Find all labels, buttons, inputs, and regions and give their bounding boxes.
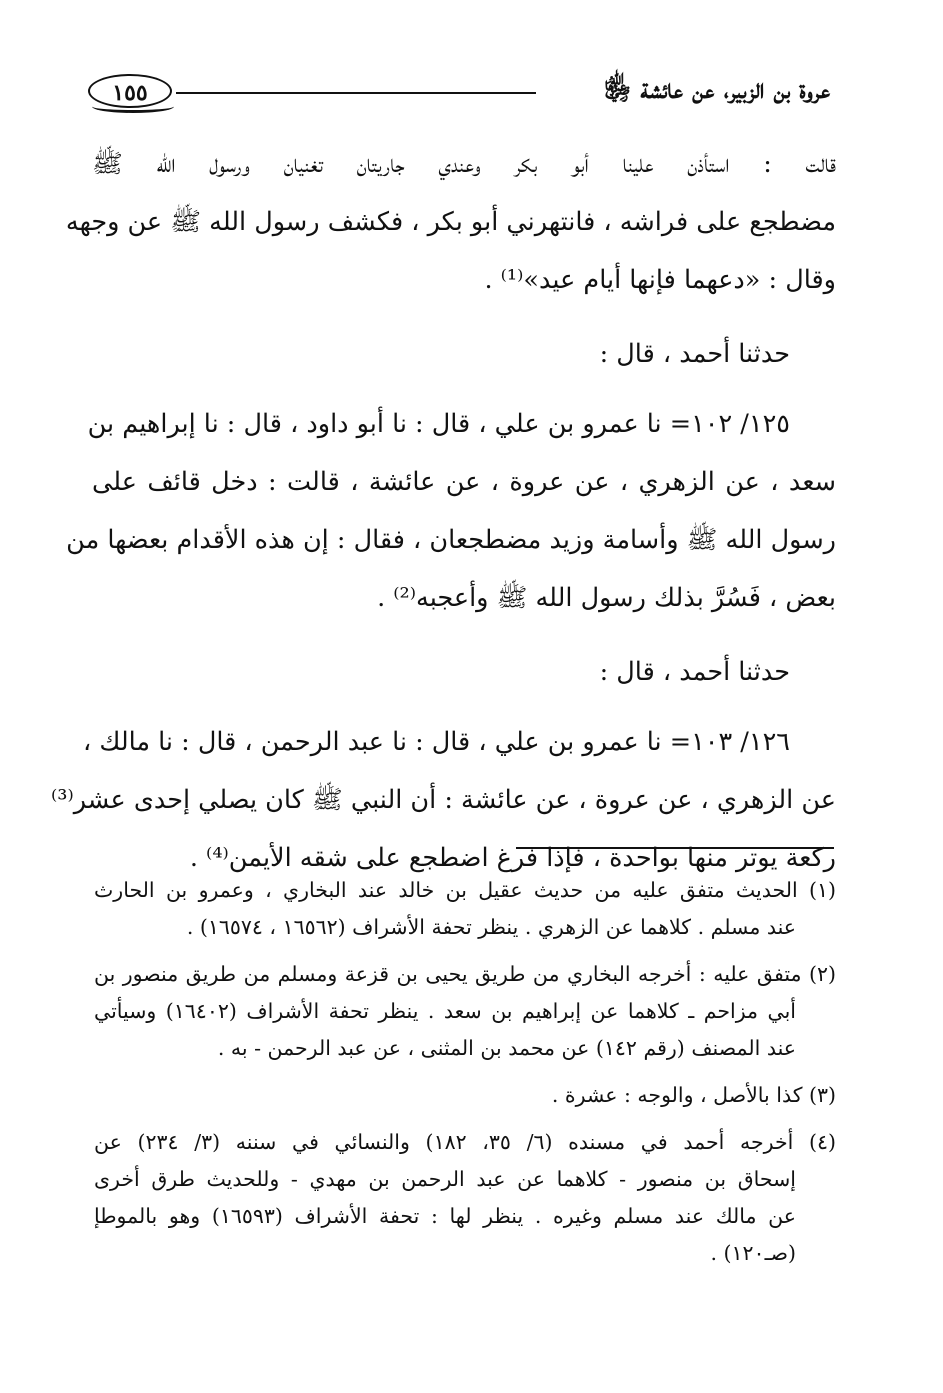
footnote-line: إسحاق بن منصور - كلاهما عن عبد الرحمن بن مهدي - وللحديث طرق أخرى: [94, 1167, 796, 1191]
footnote-line: عند المصنف (رقم ١٤٢) عن محمد بن المثنى ، عن عبد الرحمن - به .: [217, 1036, 796, 1060]
footnote-line: (١) الحديث متفق عليه من حديث عقيل بن خالد عند البخاري ، وعمرو بن الحارث: [94, 878, 836, 902]
text-line: وقال : «دعهما فإنها أيام عيد»⁽¹⁾ .: [484, 265, 836, 295]
narration-intro-2: حدثنا أحمد ، قال :: [599, 657, 790, 687]
narration-intro-1: حدثنا أحمد ، قال :: [599, 339, 790, 369]
text-line: ١٢٥/ ١٠٢= نا عمرو بن علي ، قال : نا أبو داود ، قال : نا إبراهيم بن: [87, 409, 790, 439]
page-number: ١٥٥: [88, 74, 172, 108]
text-line: رسول الله ﷺ وأسامة وزيد مضطجعان ، فقال : إن هذه الأقدام بعضها من: [66, 525, 836, 555]
text-line: قالت : استأذن علينا أبو بكر وعندي جاريتان تغنيان ورسول الله ﷺ: [92, 149, 836, 179]
hadith-126: [50, 713, 836, 887]
header-rule: [176, 92, 536, 94]
page-header: [88, 70, 830, 120]
footnote-line: (٢) متفق عليه : أخرجه البخاري من طريق يحيى بن قزعة ومسلم من طريق منصور بن: [94, 962, 836, 986]
footnote-line: (صـ١٢٠) .: [710, 1241, 796, 1265]
footnote-3: [94, 1077, 836, 1114]
footnote-separator: [516, 847, 834, 849]
text-line: ١٢٦/ ١٠٣= نا عمرو بن علي ، قال : نا عبد الرحمن ، قال : نا مالك ،: [83, 727, 790, 757]
text-line: مضطجع على فراشه ، فانتهرني أبو بكر ، فكشف رسول الله ﷺ عن وجهه: [65, 207, 836, 237]
footnote-line: أبي مزاحم ـ كلاهما عن إبراهيم بن سعد . ينظر تحفة الأشراف (١٦٤٠٢) وسيأتي: [94, 999, 796, 1023]
footnote-line: (٤) أخرجه أحمد في مسنده (٦/ ٣٥، ١٨٢) والنسائي في سننه (٣/ ٢٣٤) عن: [94, 1130, 836, 1154]
footnote-line: عند مسلم . كلاهما عن الزهري . ينظر تحفة الأشراف (١٦٥٦٢ ، ١٦٥٧٤) .: [186, 915, 796, 939]
text-line: سعد ، عن الزهري ، عن عروة ، عن عائشة ، قالت : دخل قائف على: [92, 467, 836, 497]
footnotes: [94, 872, 836, 1282]
footnote-4: [94, 1124, 836, 1272]
running-title: عروة بن الزبير، عن عائشة ﵂: [603, 74, 830, 105]
footnote-1: [94, 872, 836, 946]
footnote-line: (٣) كذا بالأصل ، والوجه : عشرة .: [551, 1083, 836, 1107]
footnote-line: عن مالك عند مسلم وغيره . ينظر لها : تحفة الأشراف (١٦٥٩٣) وهو بالموطإ: [94, 1204, 796, 1228]
hadith-125: [66, 395, 836, 627]
text-line: عن الزهري ، عن عروة ، عن عائشة : أن النبي ﷺ كان يصلي إحدى عشر⁽³⁾: [50, 785, 836, 815]
footnote-2: [94, 956, 836, 1067]
main-text: [50, 135, 836, 887]
text-line: ركعة يوتر منها بواحدة ، فإذا فرغ اضطجع على شقه الأيمن⁽⁴⁾ .: [189, 843, 836, 873]
paragraph-1: [65, 135, 836, 309]
text-line: بعض ، فَسُرَّ بذلك رسول الله ﷺ وأعجبه⁽²⁾ .: [377, 583, 836, 613]
